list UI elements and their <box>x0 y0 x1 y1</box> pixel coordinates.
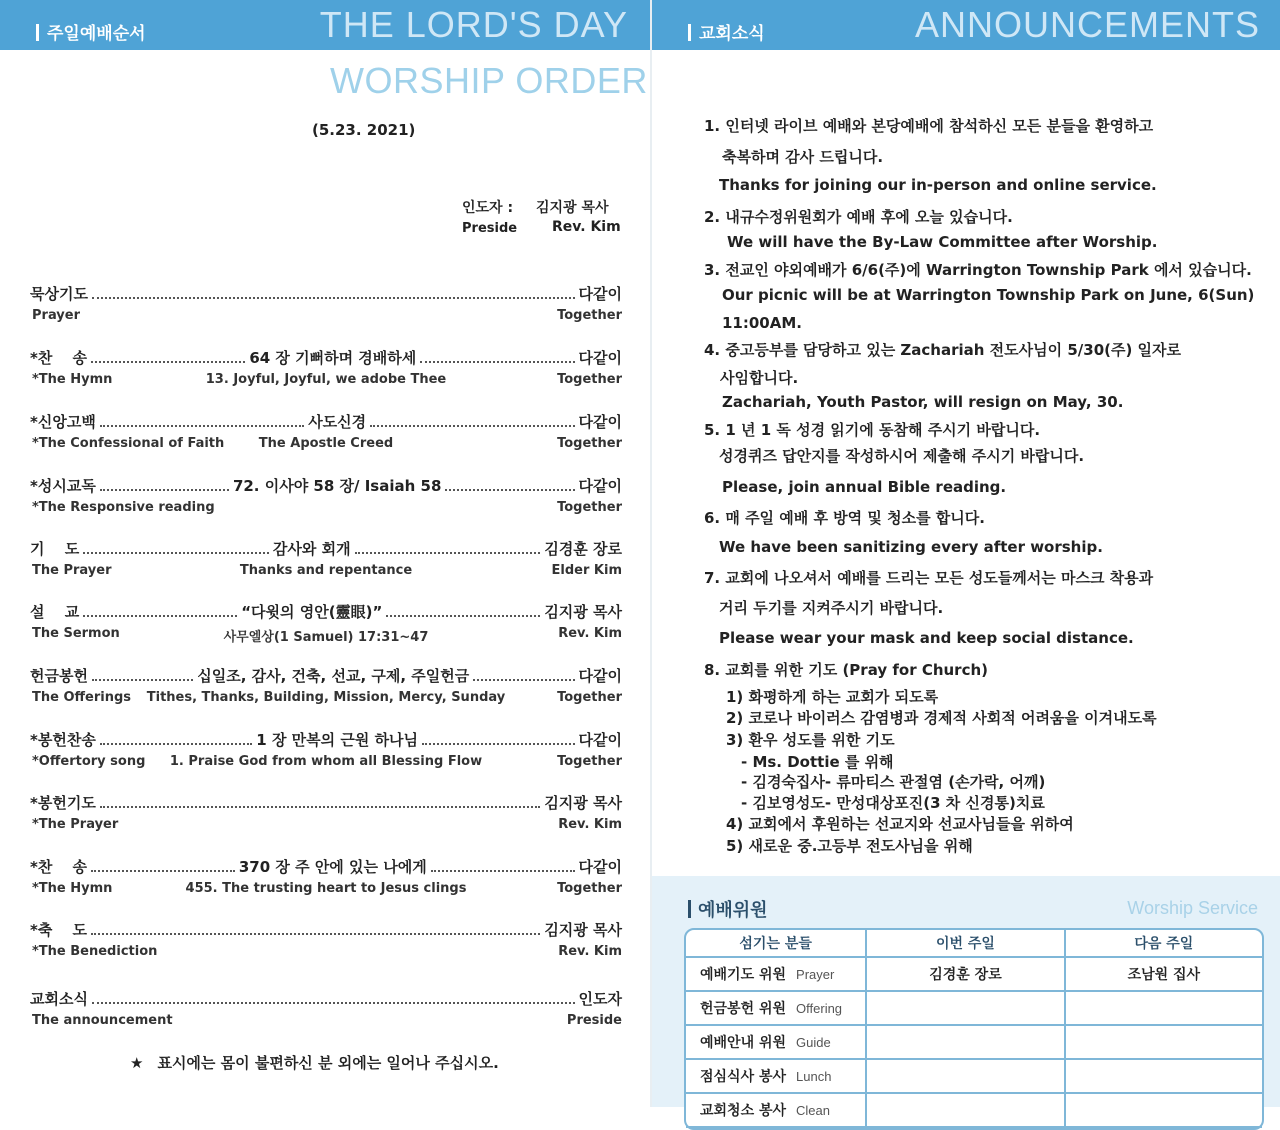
announcement-line: 7. 교회에 나오셔서 예배를 드리는 모든 성도들께서는 마스크 착용과 <box>704 569 1154 587</box>
star-icon: ★ <box>130 1054 144 1072</box>
order-leader-en: Rev. Kim <box>558 944 622 959</box>
dot-leader <box>100 425 304 427</box>
announcement-line: - Ms. Dottie 를 위해 <box>741 753 894 771</box>
column-header: 이번 주일 <box>867 930 1065 958</box>
order-item-en: The announcement <box>32 1013 173 1028</box>
order-row <box>30 537 622 583</box>
order-leader-en: Together <box>557 881 622 896</box>
announcement-line: - 김경숙집사- 류마티스 관절염 (손가락, 어깨) <box>741 773 1046 791</box>
dot-leader <box>100 489 229 491</box>
announcement-line: Please wear your mask and keep social distance. <box>719 629 1134 647</box>
role-en: Offering <box>796 1001 843 1016</box>
order-item-ko: *축 도 <box>30 921 88 939</box>
role-ko: 헌금봉헌 위원 <box>700 1001 787 1017</box>
order-item-en: *The Hymn <box>32 372 113 387</box>
order-leader-ko: 다같이 <box>578 285 622 303</box>
role-en: Guide <box>796 1035 831 1050</box>
order-detail-ko: 72. 이사야 58 장/ Isaiah 58 <box>232 477 442 495</box>
order-leader-ko: 다같이 <box>578 349 623 367</box>
order-leader-en: Together <box>557 690 622 705</box>
worship-service-box <box>652 876 1280 1119</box>
order-row <box>30 410 622 456</box>
dot-leader <box>386 615 540 617</box>
worship-service-title-en: Worship Service <box>1127 898 1258 918</box>
table-row <box>686 1060 1262 1094</box>
order-row <box>30 664 622 710</box>
order-leader-ko: 다같이 <box>578 667 623 685</box>
order-item-en: The Prayer <box>32 563 112 578</box>
announcement-line: 1) 화평하게 하는 교회가 되도록 <box>726 688 939 706</box>
order-row <box>30 728 622 774</box>
announcement-line: - 김보영성도- 만성대상포진(3 차 신경통)치료 <box>741 794 1045 812</box>
table-header-row <box>686 930 1262 958</box>
dot-leader <box>91 361 245 363</box>
order-detail-en: 1. Praise God from whom all Blessing Flow <box>169 754 483 769</box>
this-week-cell <box>867 1094 1065 1128</box>
section-title-worship-order: 주일예배순서 <box>36 19 146 44</box>
order-row <box>30 282 622 328</box>
next-week-cell <box>1066 1026 1262 1060</box>
order-item-ko: *찬 송 <box>30 349 88 367</box>
order-item-ko: *봉헌찬송 <box>30 731 96 749</box>
order-row <box>30 474 622 520</box>
announcement-line: 거리 두기를 지켜주시기 바랍니다. <box>719 599 944 617</box>
announcement-line: Thanks for joining our in-person and online service. <box>719 176 1157 194</box>
worship-service-table <box>684 928 1264 1130</box>
this-week-cell: 김경훈 장로 <box>867 958 1065 992</box>
order-detail-ko: 사도신경 <box>308 413 367 431</box>
dot-leader <box>92 297 575 299</box>
announcement-line: 축복하며 감사 드립니다. <box>722 148 884 166</box>
announcement-line: Our picnic will be at Warrington Township Park on June, 6(Sun) <box>722 286 1255 304</box>
announcement-line: 3) 환우 성도를 위한 기도 <box>726 731 895 749</box>
announcement-line: 5. 1 년 1 독 성경 읽기에 동참해 주시기 바랍니다. <box>704 421 1041 439</box>
order-item-en: *Offertory song <box>32 754 146 769</box>
this-week-cell <box>867 992 1065 1026</box>
order-detail-ko: 370 장 주 안에 있는 나에게 <box>238 858 427 876</box>
column-header: 다음 주일 <box>1066 930 1262 958</box>
announcement-line: 6. 매 주일 예배 후 방역 및 청소를 합니다. <box>704 509 985 527</box>
announcement-line: We will have the By-Law Committee after Worship. <box>727 233 1158 251</box>
role-cell <box>686 992 867 1026</box>
role-en: Clean <box>796 1103 830 1118</box>
order-row <box>30 987 622 1033</box>
role-ko: 예배기도 위원 <box>700 967 787 983</box>
role-en: Lunch <box>796 1069 832 1084</box>
order-item-en: The Sermon <box>32 626 120 641</box>
dot-leader <box>370 425 574 427</box>
order-detail-en: The Apostle Creed <box>258 436 394 451</box>
order-item-ko: *성시교독 <box>30 477 96 495</box>
role-cell <box>686 958 867 992</box>
next-week-cell <box>1066 1060 1262 1094</box>
table-row <box>686 1026 1262 1060</box>
leader-label-ko: 인도자 : <box>462 200 514 216</box>
order-row <box>30 918 622 964</box>
order-detail-ko: 1 장 만복의 근원 하나님 <box>256 731 419 749</box>
order-leader-ko: 다같이 <box>578 477 622 495</box>
order-leader-ko: 김지광 목사 <box>544 603 622 621</box>
header-big-title-announcements: ANNOUNCEMENTS <box>914 4 1260 45</box>
leader-label-en: Preside <box>462 221 518 236</box>
announcement-line: 2. 내규수정위원회가 예배 후에 오늘 있습니다. <box>704 208 1013 226</box>
dot-leader <box>431 870 575 872</box>
table-row <box>686 992 1262 1026</box>
dot-leader <box>355 552 541 554</box>
order-item-en: *The Hymn <box>32 881 113 896</box>
announcement-line: 2) 코로나 바이러스 감염병과 경제적 사회적 어려움을 이겨내도록 <box>726 709 1157 727</box>
order-leader-en: Rev. Kim <box>558 626 622 641</box>
order-leader-ko: 김지광 목사 <box>544 794 622 812</box>
dot-leader <box>91 933 540 935</box>
dot-leader <box>100 806 541 808</box>
announcement-line: 5) 새로운 중.고등부 전도사님을 위해 <box>726 837 973 855</box>
announcement-line: 3. 전교인 야외예배가 6/6(주)에 Warrington Township Park 에서 있습니다. <box>704 261 1252 279</box>
announcement-line: 성경퀴즈 답안지를 작성하시어 제출해 주시기 바랍니다. <box>719 447 1085 465</box>
order-item-ko: 묵상기도 <box>30 285 88 303</box>
announcement-line: Zachariah, Youth Pastor, will resign on May, 30. <box>722 393 1124 411</box>
service-date: (5.23. 2021) <box>312 121 416 139</box>
order-item-ko: *신앙고백 <box>30 413 96 431</box>
order-detail-ko: “다윗의 영안(靈眼)” <box>241 603 383 621</box>
section-title-announcements: 교회소식 <box>688 19 765 44</box>
dot-leader <box>83 615 237 617</box>
left-header-bar <box>0 0 650 50</box>
dot-leader <box>473 679 574 681</box>
order-detail-ko: 64 장 기뻐하며 경배하세 <box>249 349 417 367</box>
order-detail-en: 사무엘상(1 Samuel) 17:31~47 <box>223 630 429 645</box>
announcement-line: 8. 교회를 위한 기도 (Pray for Church) <box>704 661 989 679</box>
order-item-en: The Offerings <box>32 690 132 705</box>
right-header-bar <box>652 0 1280 50</box>
role-en: Prayer <box>796 967 835 982</box>
order-leader-ko: 김경훈 장로 <box>544 540 623 558</box>
order-detail-en: Tithes, Thanks, Building, Mission, Mercy, Sunday <box>146 690 506 705</box>
announcement-line: 사임합니다. <box>720 369 799 387</box>
announcement-line: 4) 교회에서 후원하는 선교지와 선교사님들을 위하여 <box>726 815 1074 833</box>
order-item-ko: 설 교 <box>30 603 80 621</box>
order-item-en: Prayer <box>32 308 81 323</box>
dot-leader <box>92 679 193 681</box>
role-cell <box>686 1060 867 1094</box>
order-leader-ko: 다같이 <box>578 413 623 431</box>
order-detail-en: 455. The trusting heart to Jesus clings <box>185 881 467 896</box>
announcement-line: 11:00AM. <box>722 314 802 332</box>
dot-leader <box>445 489 574 491</box>
order-leader-en: Preside <box>566 1013 622 1028</box>
role-ko: 예배안내 위원 <box>700 1035 787 1051</box>
order-leader-en: Together <box>557 372 622 387</box>
order-item-ko: *찬 송 <box>30 858 88 876</box>
order-leader-ko: 다같이 <box>578 731 623 749</box>
announcement-line: Please, join annual Bible reading. <box>722 478 1007 496</box>
order-leader-ko: 다같이 <box>578 858 622 876</box>
leader-name-en: Rev. Kim <box>552 219 621 235</box>
order-item-en: *The Benediction <box>32 944 158 959</box>
order-leader-ko: 인도자 <box>578 990 622 1008</box>
order-row <box>30 600 622 646</box>
table-row <box>686 1094 1262 1128</box>
order-item-en: *The Confessional of Faith <box>32 436 225 451</box>
order-detail-en: Thanks and repentance <box>239 563 413 578</box>
order-row <box>30 346 622 392</box>
role-cell <box>686 1026 867 1060</box>
role-ko: 점심식사 봉사 <box>700 1069 787 1085</box>
next-week-cell <box>1066 992 1262 1026</box>
order-leader-en: Rev. Kim <box>558 817 622 832</box>
order-item-ko: *봉헌기도 <box>30 794 96 812</box>
order-detail-en: 13. Joyful, Joyful, we adobe Thee <box>205 372 447 387</box>
worship-order-subtitle: WORSHIP ORDER <box>330 60 648 101</box>
order-leader-en: Together <box>557 500 622 515</box>
leader-name-ko: 김지광 목사 <box>536 200 609 216</box>
table-row <box>686 958 1262 992</box>
order-leader-en: Together <box>557 308 622 323</box>
standing-note-text: 표시에는 몸이 불편하신 분 외에는 일어나 주십시오. <box>157 1054 499 1072</box>
order-leader-en: Together <box>557 436 622 451</box>
order-item-ko: 교회소식 <box>30 990 88 1008</box>
header-big-title: THE LORD'S DAY <box>319 4 628 45</box>
order-leader-ko: 김지광 목사 <box>544 921 622 939</box>
order-leader-en: Together <box>557 754 622 769</box>
standing-note <box>130 1052 499 1073</box>
order-row <box>30 791 622 837</box>
order-item-ko: 헌금봉헌 <box>30 667 88 685</box>
order-leader-en: Elder Kim <box>551 563 622 578</box>
this-week-cell <box>867 1026 1065 1060</box>
order-detail-ko: 감사와 회개 <box>272 540 351 558</box>
dot-leader <box>100 743 252 745</box>
dot-leader <box>420 361 574 363</box>
dot-leader <box>91 870 235 872</box>
dot-leader <box>422 743 574 745</box>
order-item-en: *The Prayer <box>32 817 119 832</box>
next-week-cell <box>1066 1094 1262 1128</box>
column-header: 섬기는 분들 <box>686 930 867 958</box>
dot-leader <box>92 1002 575 1004</box>
announcement-line: We have been sanitizing every after worship. <box>719 538 1103 556</box>
dot-leader <box>83 552 269 554</box>
announcement-line: 1. 인터넷 라이브 예배와 본당예배에 참석하신 모든 분들을 환영하고 <box>704 117 1154 135</box>
role-ko: 교회청소 봉사 <box>700 1103 787 1119</box>
order-item-en: *The Responsive reading <box>32 500 215 515</box>
announcement-line: 4. 중고등부를 담당하고 있는 Zachariah 전도사님이 5/30(주) 일자로 <box>704 341 1182 359</box>
next-week-cell: 조남원 집사 <box>1066 958 1262 992</box>
role-cell <box>686 1094 867 1128</box>
order-item-ko: 기 도 <box>30 540 80 558</box>
this-week-cell <box>867 1060 1065 1094</box>
order-detail-ko: 십일조, 감사, 건축, 선교, 구제, 주일헌금 <box>197 667 470 685</box>
order-row <box>30 855 622 901</box>
worship-service-title: 예배위원 <box>688 896 768 922</box>
